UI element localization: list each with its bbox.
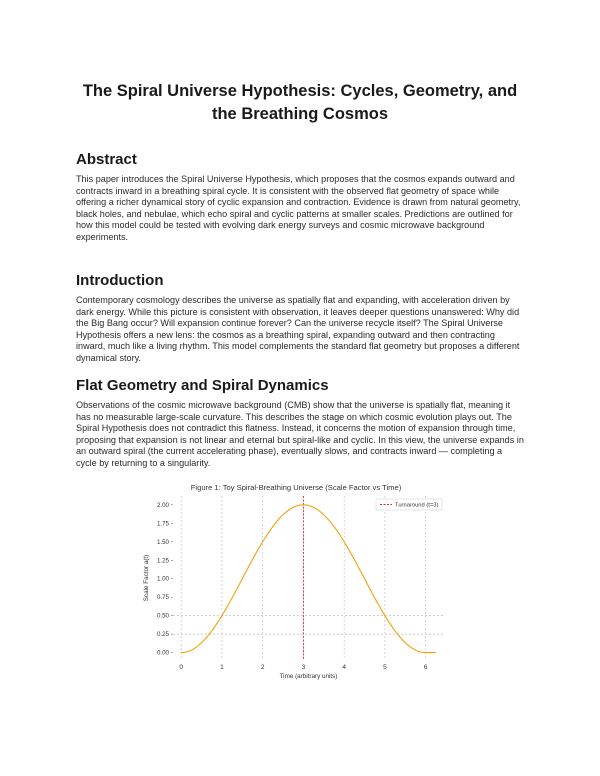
- abstract-body: This paper introduces the Spiral Universe Hypothesis, which proposes that the cosmos expands outward and contracts inward in a breathing spiral cycle. It is consistent with the observed flat geometry of space while offering a richer dynamical story of cyclic expansion and contraction. Evidence is drawn from natural geometry, black holes, and nebulae, which echo spiral and cyclic patterns at smaller scales. Predictions are outlined for how this model could be tested with evolving dark energy surveys and cosmic microwave background experiments.: [76, 174, 521, 242]
- x-tick-label: 2: [260, 664, 265, 671]
- figure-1: [138, 480, 454, 680]
- plot-area: [173, 496, 444, 660]
- y-tick-label: 0.25: [156, 631, 169, 639]
- x-tick-label: 3: [301, 664, 306, 671]
- introduction-body: Contemporary cosmology describes the universe as spatially flat and expanding, with acceleration driven by dark energy. While this picture is consistent with observation, it leaves deeper questions unanswered: Why did the Big Bang occur? Will expansion continue forever? Can the universe recycle itself? The Spiral Universe Hypothesis offers a new lens: the cosmos as a breathing spiral, expanding outward and then contracting inward, much like a living rhythm. This model complements the standard flat geometry but proposes a different dynamical story.: [76, 295, 520, 363]
- y-axis-label: Scale Factor a(t): [143, 554, 150, 602]
- chart-title: Figure 1: Toy Spiral-Breathing Universe (Scale Factor vs Time): [190, 483, 402, 492]
- x-tick-label: 5: [383, 664, 387, 671]
- y-tick-label: 0.50: [156, 612, 169, 620]
- x-tick-label: 4: [342, 664, 346, 671]
- abstract-heading: Abstract: [76, 151, 137, 168]
- y-tick-label: 2.00: [156, 501, 169, 509]
- legend-label: Turnaround (t=3): [395, 502, 439, 509]
- scale-factor-curve: [181, 505, 436, 653]
- x-axis-label: Time (arbitrary units): [279, 673, 338, 680]
- scale-factor-chart: [138, 480, 454, 680]
- y-tick-label: 1.75: [156, 520, 169, 528]
- flat-geometry-heading: Flat Geometry and Spiral Dynamics: [76, 377, 329, 394]
- y-tick-label: 1.00: [156, 575, 169, 583]
- y-tick-label: 0.00: [156, 649, 169, 657]
- y-tick-label: 1.25: [156, 557, 169, 565]
- x-tick-label: 6: [423, 664, 428, 671]
- y-tick-label: 0.75: [156, 594, 169, 602]
- x-tick-label: 1: [220, 664, 224, 671]
- introduction-heading: Introduction: [76, 272, 164, 289]
- y-tick-label: 1.50: [156, 538, 169, 546]
- x-tick-label: 0: [179, 664, 183, 671]
- flat-geometry-body: Observations of the cosmic microwave background (CMB) show that the universe is spatially flat, meaning it has no measurable large-scale curvature. This describes the stage on which cosmic evolution plays out. The Spiral Hypothesis does not contradict this flatness. Instead, it concerns the motion of expansion through time, proposing that expansion is not linear and eternal but spiral-like and cyclic. In this view, the universe expands in an outward spiral (the current accelerating phase), eventually slows, and contracts inward — completing a cycle by returning to a singularity.: [76, 400, 524, 468]
- paper-title: The Spiral Universe Hypothesis: Cycles, Geometry, and the Breathing Cosmos: [82, 82, 518, 123]
